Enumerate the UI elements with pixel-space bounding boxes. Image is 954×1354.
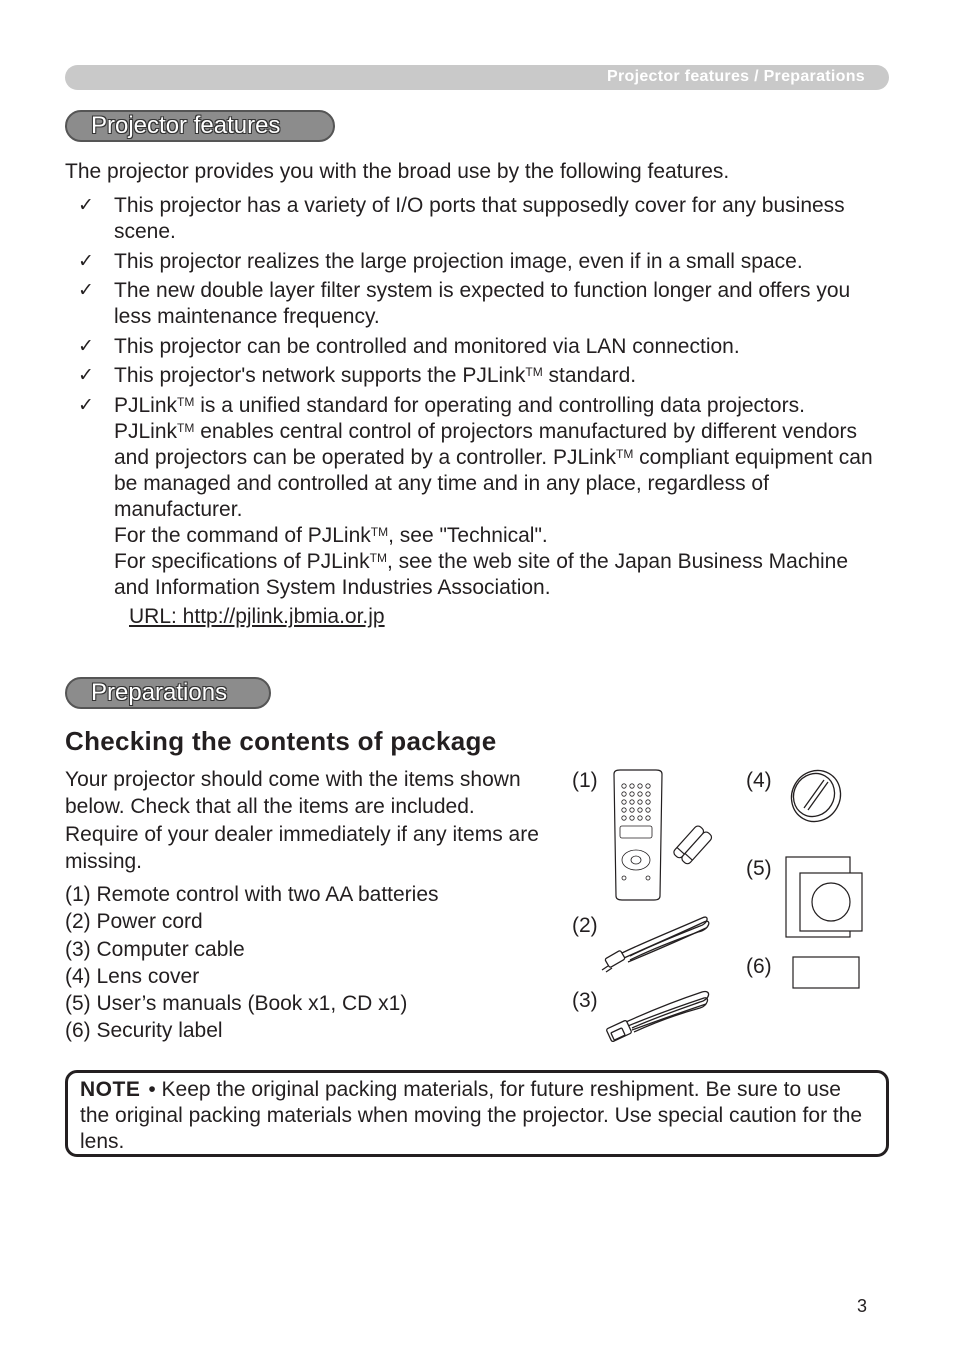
package-item: (2) Power cord — [65, 910, 203, 934]
subheading-checking-contents: Checking the contents of package — [65, 726, 497, 756]
remote-control-icon — [610, 768, 666, 902]
feature-item: ✓ This projector realizes the large projection image, even if in a small space. — [78, 249, 803, 273]
note-box — [65, 1070, 889, 1157]
running-header-text: Projector features / Preparations — [607, 68, 865, 85]
aa-batteries-icon — [668, 822, 718, 866]
page-number: 3 — [857, 1296, 868, 1316]
lens-cover-icon — [786, 768, 846, 824]
feature-item-pjlink-detail: ✓ PJLink™ is a unified standard for operating and controlling data projectors. PJLink™ enables central control of projectors manufactured by different vendors and projectors can be operated by a controller. PJLink™ compliant equipment can be managed and controlled at any time and in any place, regardless of manufacturer. For the command of PJLink™, see "Technical". For specifications of PJLink™, see the web site of the Japan Business Machine and Information System Industries Association. — [78, 393, 873, 599]
check-mark-icon: ✓ — [78, 195, 94, 216]
feature-item: ✓ This projector can be controlled and monitored via LAN connection. — [78, 334, 740, 358]
section-title-preparations — [65, 677, 271, 709]
running-header-bar — [65, 65, 889, 90]
package-items-list — [65, 881, 439, 1045]
security-label-icon — [792, 956, 860, 990]
package-item: (4) Lens cover — [65, 964, 200, 988]
package-item: (1) Remote control with two AA batteries — [65, 883, 439, 906]
check-mark-icon: ✓ — [78, 335, 94, 357]
check-mark-icon: ✓ — [78, 250, 94, 272]
pjlink-url-link[interactable]: URL: http://pjlink.jbmia.or.jp — [129, 605, 385, 628]
figure-label-5: (5) — [746, 857, 772, 880]
features-list — [65, 193, 885, 604]
computer-cable-icon — [602, 986, 712, 1048]
figure-label-1: (1) — [572, 769, 598, 792]
figure-label-2: (2) — [572, 914, 598, 937]
figure-label-3: (3) — [572, 989, 598, 1012]
package-item: (5) User’s manuals (Book x1, CD x1) — [65, 992, 408, 1016]
feature-item-pjlink: ✓ This projector's network supports the PJLink™ standard. — [78, 364, 637, 387]
features-intro: The projector provides you with the broad use by the following features. — [65, 160, 730, 183]
manual-book-cd-icon — [784, 855, 864, 939]
check-mark-icon: ✓ — [78, 365, 94, 386]
check-mark-icon: ✓ — [78, 280, 94, 301]
preparations-intro: Your projector should come with the items shown below. Check that all the items are included. Require of your dealer immediately if any items are missing. — [65, 768, 539, 873]
package-item: (3) Computer cable — [65, 937, 245, 961]
note-label: NOTE — [80, 1078, 141, 1101]
package-item: (6) Security label — [65, 1019, 223, 1043]
figure-label-6: (6) — [746, 955, 772, 978]
section-title-projector-features — [65, 110, 335, 142]
figure-label-4: (4) — [746, 769, 772, 792]
feature-item: ✓ This projector has a variety of I/O ports that supposedly cover for any business scene. — [78, 194, 845, 243]
section-title-text: Preparations — [91, 679, 228, 706]
power-cord-icon — [600, 910, 712, 974]
check-mark-icon: ✓ — [78, 394, 94, 416]
section-title-text: Projector features — [91, 112, 281, 139]
feature-item: ✓ The new double layer filter system is expected to function longer and offers you less maintenance frequency. — [78, 279, 851, 328]
note-text: • Keep the original packing materials, for future reshipment. Be sure to use the original packing materials when moving the projector. Use special caution for the lens. — [80, 1078, 863, 1153]
